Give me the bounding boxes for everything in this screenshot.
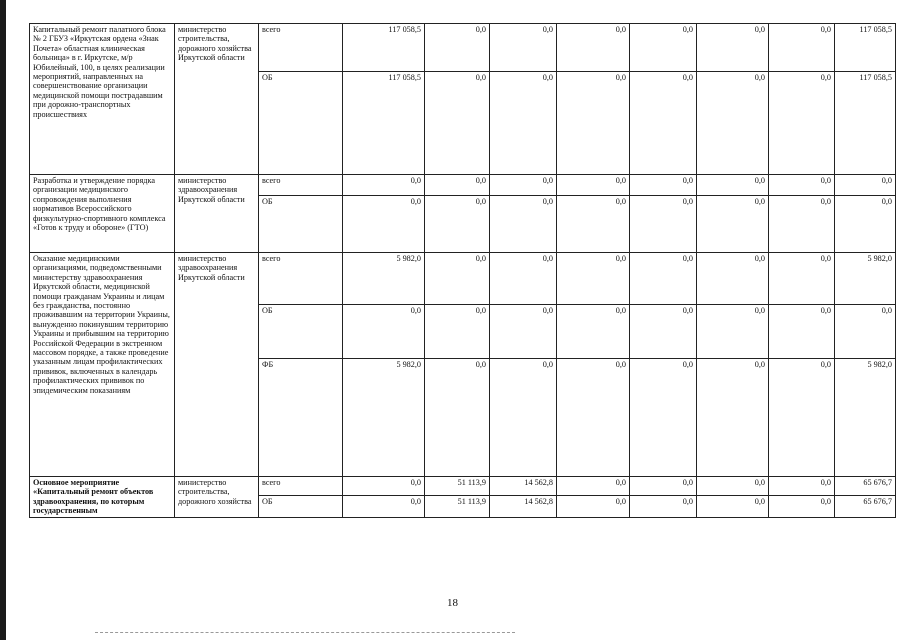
- amount-cell: 0,0: [697, 496, 769, 518]
- amount-cell: 0,0: [557, 305, 630, 359]
- amount-cell: 0,0: [769, 305, 835, 359]
- amount-cell: 0,0: [343, 496, 425, 518]
- amount-cell: 5 982,0: [343, 253, 425, 305]
- amount-cell: 0,0: [769, 196, 835, 253]
- amount-cell: 0,0: [769, 72, 835, 175]
- scan-artifact-line: [95, 632, 515, 635]
- amount-cell: 0,0: [630, 496, 697, 518]
- amount-cell: 0,0: [769, 359, 835, 477]
- page-number: 18: [447, 597, 458, 609]
- funding-source: всего: [259, 477, 343, 496]
- table-row: [30, 175, 896, 196]
- total-cell: 65 676,7: [835, 496, 896, 518]
- amount-cell: 0,0: [630, 305, 697, 359]
- amount-cell: 0,0: [343, 305, 425, 359]
- budget-table: [29, 23, 896, 518]
- total-cell: 0,0: [835, 196, 896, 253]
- amount-cell: 0,0: [697, 196, 769, 253]
- funding-source: ОБ: [259, 305, 343, 359]
- amount-cell: 0,0: [425, 305, 490, 359]
- amount-cell: 5 982,0: [343, 359, 425, 477]
- amount-cell: 51 113,9: [425, 477, 490, 496]
- total-cell: 117 058,5: [835, 72, 896, 175]
- total-cell: 0,0: [835, 305, 896, 359]
- activity-description: Основное мероприятие «Капитальный ремонт объектов здравоохранения, по которым государственным: [30, 477, 175, 518]
- scan-edge-shadow: [0, 0, 6, 640]
- funding-source: всего: [259, 253, 343, 305]
- funding-source: ОБ: [259, 72, 343, 175]
- amount-cell: 0,0: [769, 253, 835, 305]
- amount-cell: 0,0: [425, 196, 490, 253]
- amount-cell: 0,0: [425, 359, 490, 477]
- amount-cell: 117 058,5: [343, 24, 425, 72]
- table-body: [30, 24, 896, 518]
- amount-cell: 51 113,9: [425, 496, 490, 518]
- amount-cell: 0,0: [490, 72, 557, 175]
- amount-cell: 0,0: [490, 305, 557, 359]
- amount-cell: 0,0: [557, 24, 630, 72]
- amount-cell: 0,0: [630, 175, 697, 196]
- total-cell: 5 982,0: [835, 253, 896, 305]
- amount-cell: 0,0: [697, 175, 769, 196]
- amount-cell: 0,0: [343, 196, 425, 253]
- amount-cell: 0,0: [490, 359, 557, 477]
- amount-cell: 14 562,8: [490, 496, 557, 518]
- funding-source: ФБ: [259, 359, 343, 477]
- amount-cell: 0,0: [425, 72, 490, 175]
- amount-cell: 0,0: [630, 477, 697, 496]
- amount-cell: 0,0: [343, 477, 425, 496]
- amount-cell: 0,0: [557, 496, 630, 518]
- amount-cell: 0,0: [490, 24, 557, 72]
- table-row: [30, 477, 896, 496]
- amount-cell: 0,0: [557, 72, 630, 175]
- amount-cell: 0,0: [490, 253, 557, 305]
- table-row: [30, 253, 896, 305]
- amount-cell: 0,0: [490, 196, 557, 253]
- amount-cell: 0,0: [425, 24, 490, 72]
- amount-cell: 0,0: [697, 477, 769, 496]
- amount-cell: 0,0: [557, 175, 630, 196]
- amount-cell: 0,0: [425, 253, 490, 305]
- amount-cell: 0,0: [697, 72, 769, 175]
- amount-cell: 0,0: [490, 175, 557, 196]
- funding-source: ОБ: [259, 496, 343, 518]
- amount-cell: 0,0: [557, 477, 630, 496]
- total-cell: 0,0: [835, 175, 896, 196]
- amount-cell: 0,0: [769, 496, 835, 518]
- amount-cell: 0,0: [769, 175, 835, 196]
- amount-cell: 0,0: [697, 253, 769, 305]
- total-cell: 117 058,5: [835, 24, 896, 72]
- amount-cell: 0,0: [697, 305, 769, 359]
- amount-cell: 0,0: [630, 359, 697, 477]
- amount-cell: 0,0: [630, 24, 697, 72]
- amount-cell: 0,0: [697, 359, 769, 477]
- responsible-executor: министерство строительства, дорожного хозяйства Иркутской области: [175, 24, 259, 175]
- amount-cell: 0,0: [425, 175, 490, 196]
- amount-cell: 0,0: [557, 253, 630, 305]
- amount-cell: 14 562,8: [490, 477, 557, 496]
- amount-cell: 0,0: [697, 24, 769, 72]
- amount-cell: 0,0: [769, 477, 835, 496]
- amount-cell: 117 058,5: [343, 72, 425, 175]
- amount-cell: 0,0: [630, 72, 697, 175]
- activity-description: Оказание медицинскими организациями, подведомственными министерству здравоохранения Иркутской области, медицинской помощи гражданам Украины и лицам без гражданства, постоянно проживавшим на территории Украины, вынужденно покинувшим территорию Украины и прибывшим на территорию Российской Федерации в экстренном массовом порядке, а также проведение указанным лицам профилактических прививок, включенных в календарь профилактических прививок по эпидемическим показаниям: [30, 253, 175, 477]
- responsible-executor: министерство строительства, дорожного хозяйства: [175, 477, 259, 518]
- amount-cell: 0,0: [557, 359, 630, 477]
- funding-source: ОБ: [259, 196, 343, 253]
- amount-cell: 0,0: [630, 253, 697, 305]
- amount-cell: 0,0: [630, 196, 697, 253]
- total-cell: 65 676,7: [835, 477, 896, 496]
- amount-cell: 0,0: [769, 24, 835, 72]
- activity-description: Капитальный ремонт палатного блока № 2 ГБУЗ «Иркутская ордена «Знак Почета» областная клиническая больница» в г. Иркутске, м/р Юбилейный, 100, в целях реализации мероприятий, направленных на совершенствование организации медицинской помощи пострадавшим при дорожно-транспортных происшествиях: [30, 24, 175, 175]
- responsible-executor: министерство здравоохранения Иркутской области: [175, 175, 259, 253]
- table-row: [30, 24, 896, 72]
- funding-source: всего: [259, 24, 343, 72]
- total-cell: 5 982,0: [835, 359, 896, 477]
- amount-cell: 0,0: [557, 196, 630, 253]
- amount-cell: 0,0: [343, 175, 425, 196]
- activity-description: Разработка и утверждение порядка организации медицинского сопровождения выполнения нормативов Всероссийского физкультурно-спортивного комплекса «Готов к труду и обороне» (ГТО): [30, 175, 175, 253]
- responsible-executor: министерство здравоохранения Иркутской области: [175, 253, 259, 477]
- funding-source: всего: [259, 175, 343, 196]
